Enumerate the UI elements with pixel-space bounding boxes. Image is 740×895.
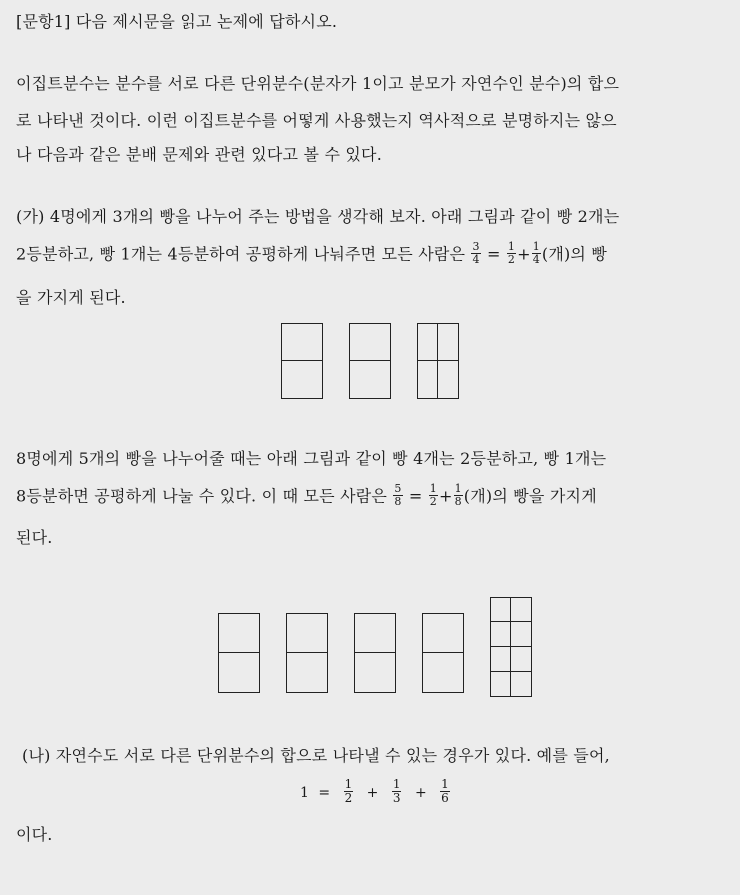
ga-line-3: 을 가지게 된다. (16, 288, 126, 307)
fraction-1-3: $\frac{1}{3}$ (392, 777, 401, 805)
fraction-1-2: $\frac{1}{2}$ (344, 777, 353, 805)
ga-line-2-text: 2등분하고, 빵 1개는 4등분하여 공평하게 나눠주면 모든 사람은 (16, 244, 466, 264)
plus-sign: + (366, 785, 379, 802)
ga-line-2-suffix: (개)의 빵 (541, 244, 608, 264)
fraction-1-2: $\frac{1}{2}$ (507, 240, 516, 266)
fraction-1-8: $\frac{1}{8}$ (454, 482, 462, 508)
bread-eighths (490, 597, 532, 697)
bread-halved-1 (281, 323, 323, 399)
equals-sign: = (318, 785, 331, 802)
eight-line-2-text: 8등분하면 공평하게 나눌 수 있다. 이 때 모든 사람은 (16, 486, 388, 506)
intro-line-1: 이집트분수는 분수를 서로 다른 단위분수(분자가 1이고 분모가 자연수인 분수)의 합으 (16, 74, 620, 93)
equation-lhs: 1 (300, 785, 309, 802)
bread-halved-3 (354, 613, 396, 693)
plus-sign: + (414, 785, 427, 802)
fraction-1-2: $\frac{1}{2}$ (429, 482, 437, 508)
bread-halved-2 (349, 323, 391, 399)
ga-line-1: (가) 4명에게 3개의 빵을 나누어 주는 방법을 생각해 보자. 아래 그림과 같이 빵 2개는 (16, 207, 620, 226)
plus-sign: + (517, 244, 531, 264)
fraction-1-6: $\frac{1}{6}$ (441, 777, 449, 805)
bread-halved-4 (422, 613, 464, 693)
ga-line-2 (16, 240, 608, 267)
na-line-1: (나) 자연수도 서로 다른 단위분수의 합으로 나타낼 수 있는 경우가 있다. 예를 들어, (22, 746, 610, 765)
problem-header: [문항1] 다음 제시문을 읽고 논제에 답하시오. (16, 12, 338, 31)
intro-line-2: 로 나타낸 것이다. 이런 이집트분수를 어떻게 사용했는지 역사적으로 분명하지는 않으 (16, 111, 617, 130)
eight-line-1: 8명에게 5개의 빵을 나누어줄 때는 아래 그림과 같이 빵 4개는 2등분하고, 빵 1개는 (16, 449, 607, 468)
fraction-1-4: $\frac{1}{4}$ (532, 240, 540, 266)
na-equation (300, 777, 454, 806)
fraction-3-4: $\frac{3}{4}$ (472, 240, 480, 266)
bread-halved-1 (218, 613, 260, 693)
bread-quartered (417, 323, 459, 399)
bread-halved-2 (286, 613, 328, 693)
eight-line-2-suffix: (개)의 빵을 가지게 (463, 486, 597, 506)
fraction-5-8: $\frac{5}{8}$ (394, 482, 402, 508)
plus-sign: + (438, 486, 453, 506)
eight-line-2 (16, 482, 597, 509)
equals-sign: = (408, 486, 423, 506)
equals-sign: = (486, 244, 501, 264)
eight-line-3: 된다. (16, 528, 53, 547)
na-line-2: 이다. (16, 825, 53, 844)
intro-line-3: 나 다음과 같은 분배 문제와 관련 있다고 볼 수 있다. (16, 145, 382, 164)
